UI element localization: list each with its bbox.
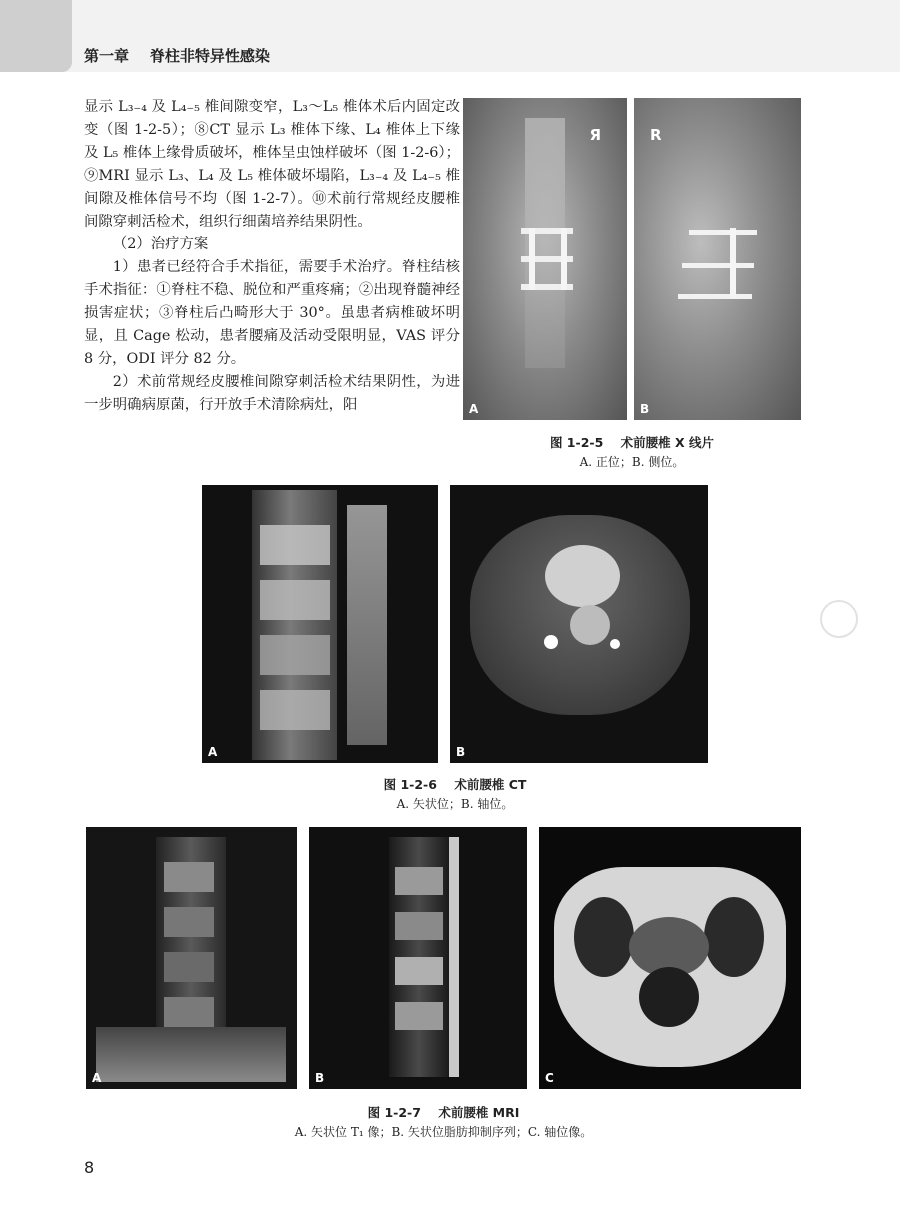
panel-letter-b: B xyxy=(456,745,466,759)
panel-letter-b: B xyxy=(315,1071,325,1085)
paragraph-3: 1）患者已经符合手术指征，需要手术治疗。脊柱结核手术指征：①脊柱不稳、脱位和严重疼痛；②出现脊髓神经损害症状；③脊柱后凸畸形大于 30°。虽患者病椎破坏明显，且 Cage 松动，患者腰痛及活动受限明显，VAS 评分 8 分，ODI 评分 82 分。 xyxy=(84,259,460,367)
paragraph-2: （2）治疗方案 xyxy=(112,236,209,253)
chapter-title: 第一章 脊柱非特异性感染 xyxy=(84,47,270,65)
running-header xyxy=(0,0,900,72)
figure-1-2-7-a-mri-sagittal-t1 xyxy=(86,827,297,1089)
figure-1-2-6-b-ct-axial xyxy=(450,485,708,763)
figure-1-2-6-a-ct-sagittal xyxy=(202,485,438,763)
figure-1-2-5-subcaption: A. 正位；B. 侧位。 xyxy=(579,455,685,469)
figure-1-2-7-b-mri-sagittal-fs xyxy=(309,827,527,1089)
panel-letter-a: A xyxy=(469,402,479,416)
figure-1-2-6-caption: 图 1-2-6 术前腰椎 CT xyxy=(383,777,527,792)
orientation-marker: R xyxy=(650,126,662,144)
figure-1-2-7-c-mri-axial xyxy=(539,827,801,1089)
page-number: 8 xyxy=(84,1158,95,1177)
figure-1-2-6-subcaption: A. 矢状位；B. 轴位。 xyxy=(396,797,514,811)
figure-1-2-5-a-xray-ap xyxy=(463,98,627,420)
panel-letter-c: C xyxy=(545,1071,554,1085)
body-text xyxy=(84,96,460,417)
figure-1-2-5-b-xray-lateral xyxy=(634,98,801,420)
figure-1-2-7-subcaption: A. 矢状位 T₁ 像；B. 矢状位脂肪抑制序列；C. 轴位像。 xyxy=(294,1125,593,1139)
paragraph-4: 2）术前常规经皮腰椎间隙穿刺活检术结果阴性，为进一步明确病原菌，行开放手术清除病灶，阳 xyxy=(84,373,460,413)
panel-letter-a: A xyxy=(208,745,218,759)
watermark-logo xyxy=(820,600,858,638)
panel-letter-b: B xyxy=(640,402,650,416)
paragraph-1: 显示 L₃₋₄ 及 L₄₋₅ 椎间隙变窄，L₃～L₅ 椎体术后内固定改变（图 1-2-5）；⑧CT 显示 L₃ 椎体下缘、L₄ 椎体上下缘及 L₅ 椎体上缘骨质破坏，椎体呈虫蚀样破坏（图 1-2-6）；⑨MRI 显示 L₃、L₄ 及 L₅ 椎体破坏塌陷，L₃₋₄ 及 L₄₋₅ 椎间隙及椎体信号不均（图 1-2-7）。⑩术前行常规经皮腰椎间隙穿刺活检术，组织行细菌培养结果阴性。 xyxy=(84,99,460,230)
panel-letter-a: A xyxy=(92,1071,102,1085)
orientation-marker: Я xyxy=(589,126,601,144)
figure-1-2-5-caption: 图 1-2-5 术前腰椎 X 线片 xyxy=(549,435,715,450)
figure-1-2-7-caption: 图 1-2-7 术前腰椎 MRI xyxy=(367,1105,520,1120)
header-tab xyxy=(0,0,72,72)
